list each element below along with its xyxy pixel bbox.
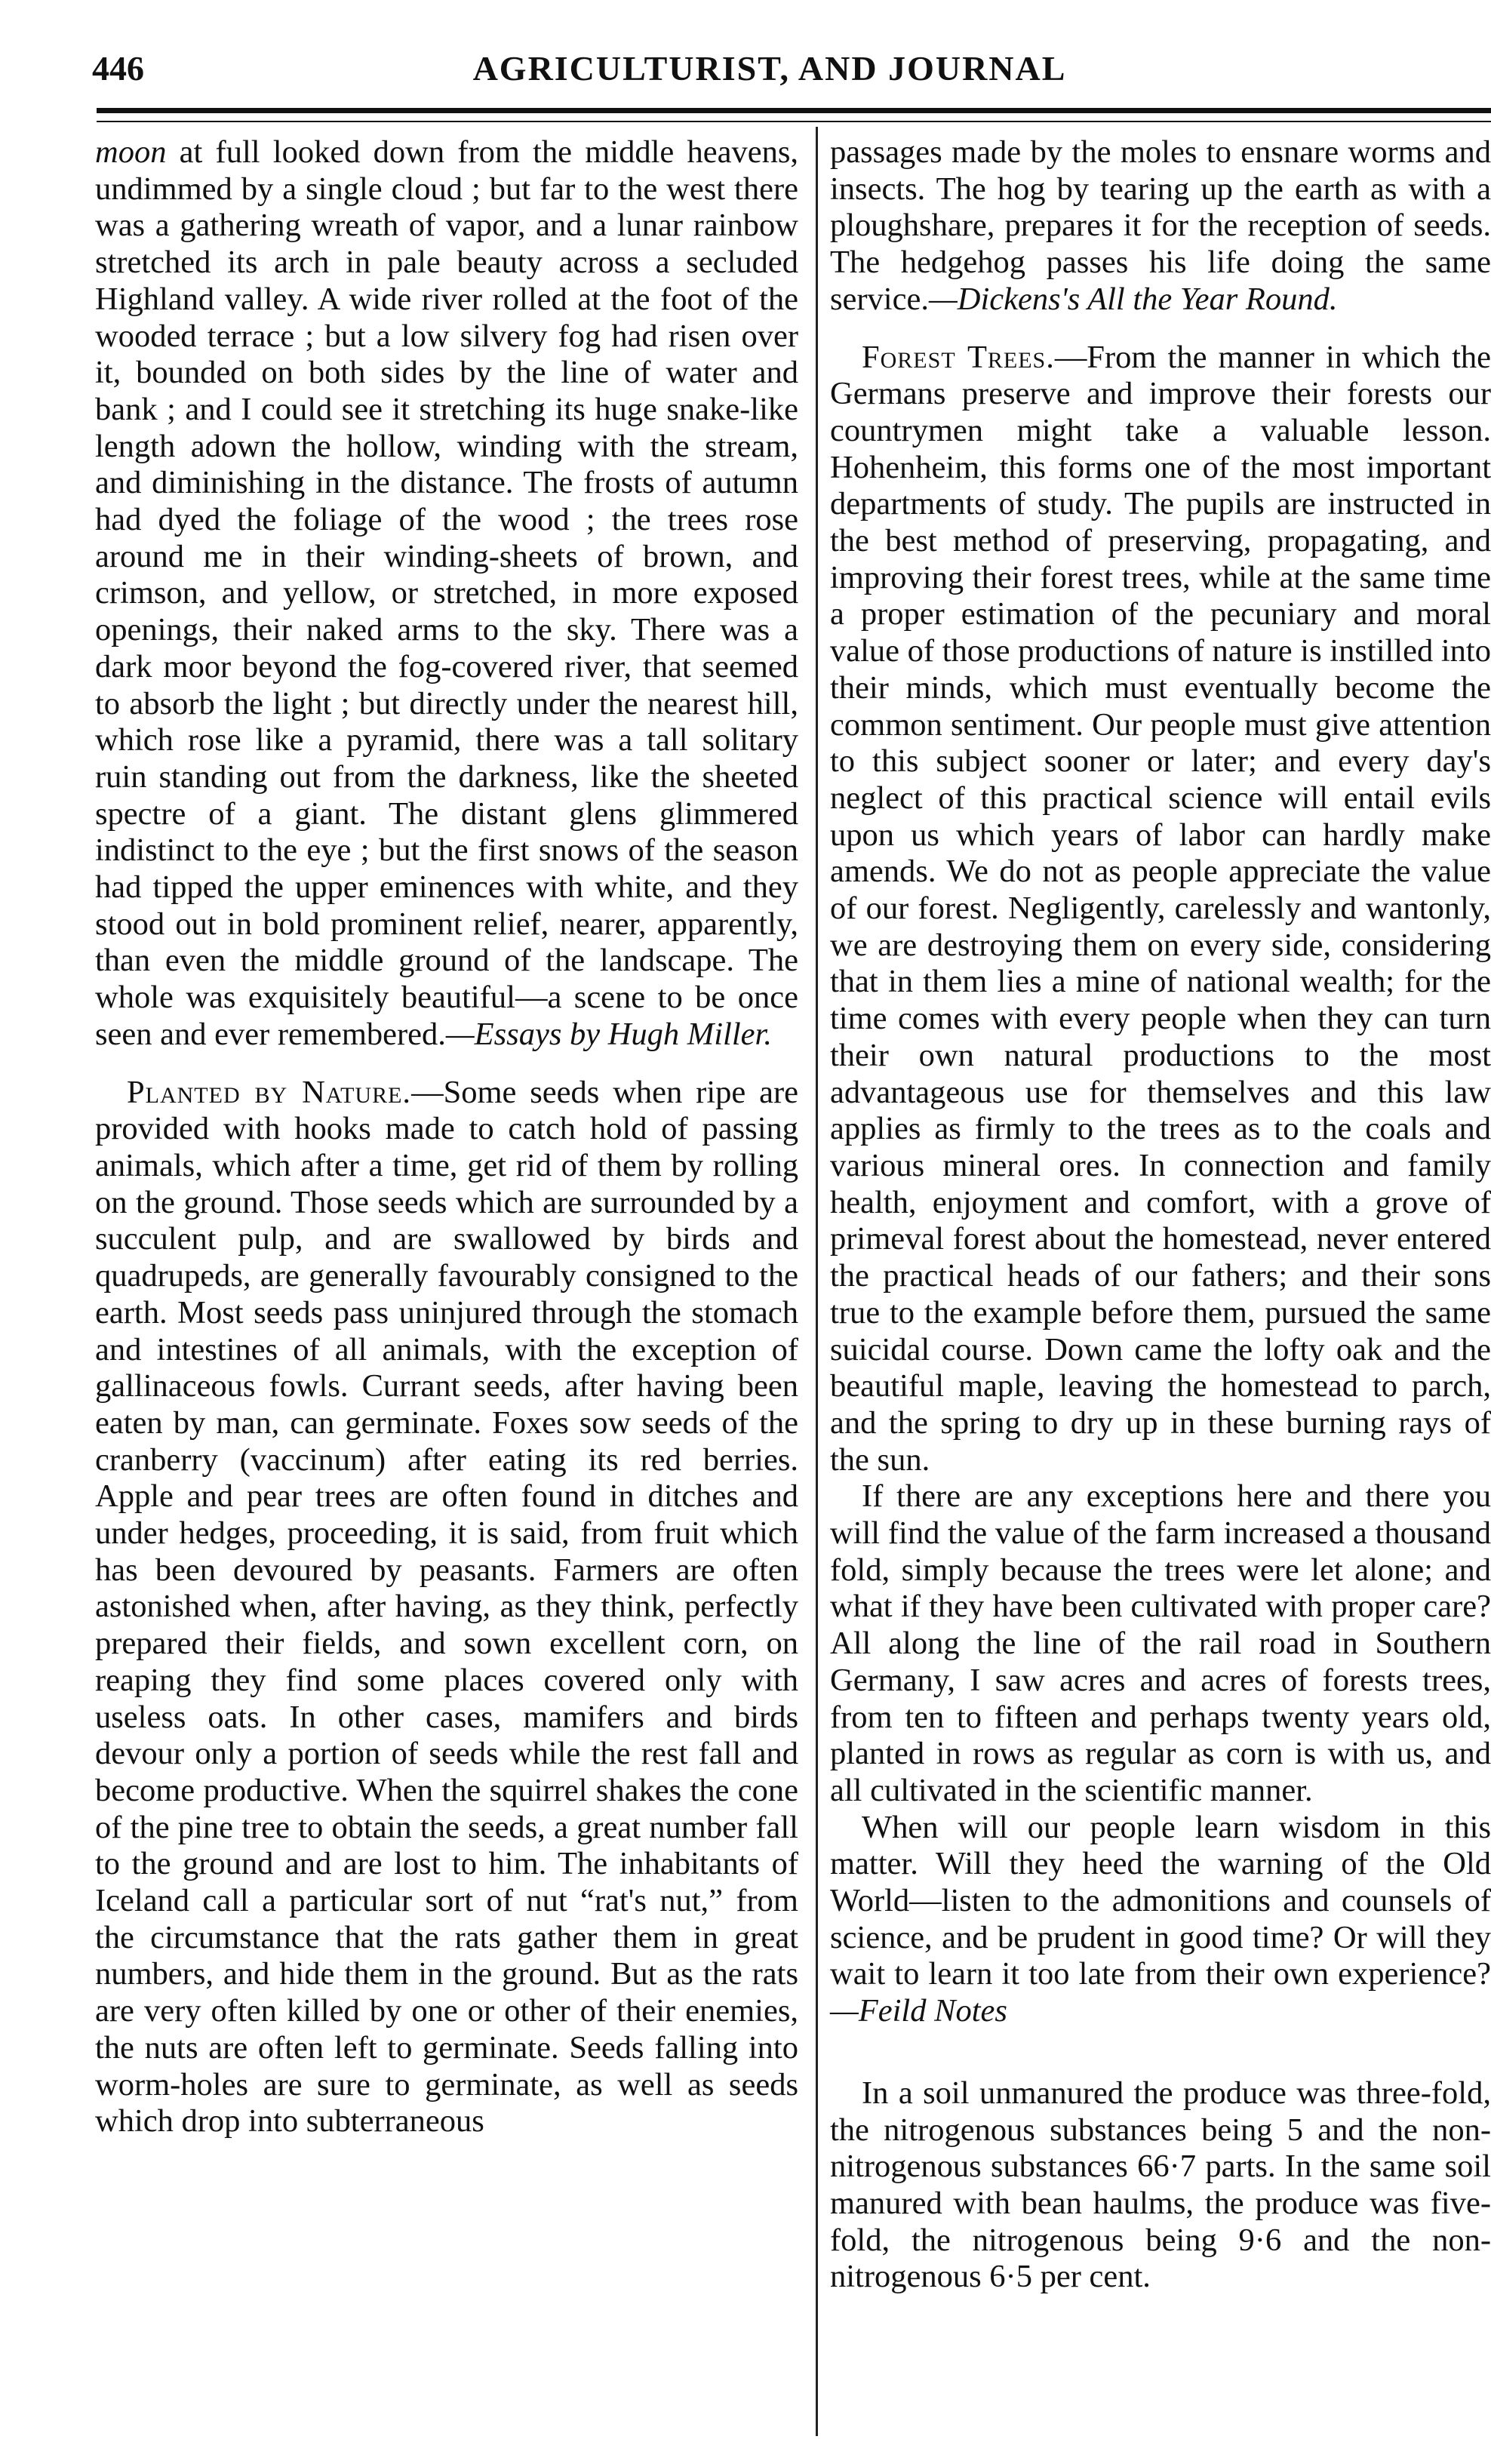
article-soil-produce: In a soil unmanured the produce was three-fold, the nitrogenous substances being 5 and the non-nitrogenous substances 66·7 parts. In the same soil manured with bean haulms, the produce was five-fold, the nitrogenous being 9·6 and the non-nitrogenous 6·5 per cent. bbox=[830, 2075, 1491, 2295]
article-attribution: —Dickens's All the Year Round. bbox=[928, 281, 1338, 317]
right-column bbox=[830, 134, 1491, 2296]
running-title: AGRICULTURIST, AND JOURNAL bbox=[472, 49, 1067, 88]
article-hugh-miller bbox=[95, 134, 798, 1054]
article-attribution: —Essays by Hugh Miller. bbox=[445, 1016, 772, 1052]
article-continuation bbox=[830, 134, 1491, 318]
left-column bbox=[95, 134, 798, 2140]
first-word: moon bbox=[95, 134, 167, 170]
article-attribution: —Feild Notes bbox=[830, 1993, 1007, 2029]
article-body: —Some seeds when ripe are provided with hooks made to catch hold of passing animals, which after a time, get rid of them by rolling on the ground. Those seeds which are surrounded by a succulent pulp, and are swallowed by birds and quadrupeds, are generally favourably consigned to the earth. Most seeds pass uninjured through the stomach and intestines of all animals, with the exception of gallinaceous fowls. Currant seeds, after having been eaten by man, can germinate. Foxes sow seeds of the cranberry (vaccinum) after eating its red berries. Apple and pear trees are often found in ditches and under hedges, proceeding, it is said, from fruit which has been devoured by peasants. Farmers are often astonished when, after having, as they think, perfectly prepared their fields, and sown excellent corn, on reaping they find some places covered only with useless oats. In other cases, mamifers and birds devour only a portion of seeds while the rest fall and become productive. When the squirrel shakes the cone of the pine tree to obtain the seeds, a great number fall to the ground and are lost to him. The inhabitants of Iceland call a particular sort of nut “rat's nut,” from the circumstance that the rats gather them in great numbers, and hide them in the ground. But as the rats are very often killed by one or other of their enemies, the nuts are often left to germinate. Seeds falling into worm-holes are sure to germinate, as well as seeds which drop into subterraneous bbox=[95, 1074, 799, 2139]
article-body: passages made by the moles to ensnare worms and insects. The hog by tearing up the earth as with a ploughshare, prepares it for the reception of seeds. The hedgehog passes his life doing the same service. bbox=[830, 134, 1491, 317]
article-body: at full looked down from the middle heavens, undimmed by a single cloud ; but far to the west there was a gathering wreath of vapor, and a lunar rainbow stretched its arch in pale beauty across a secluded Highland valley. A wide river rolled at the foot of the wooded terrace ; but a low silvery fog had risen over it, bounded on both sides by the line of water and bank ; and I could see it stretching its huge snake-like length adown the hollow, winding with the stream, and diminishing in the distance. The frosts of autumn had dyed the foliage of the wood ; the trees rose around me in their winding-sheets of brown, and crimson, and yellow, or stretched, in more exposed openings, their naked arms to the sky. There was a dark moor beyond the fog-covered river, that seemed to absorb the light ; but directly under the nearest hill, which rose like a pyramid, there was a tall solitary ruin standing out from the darkness, like the sheeted spectre of a giant. The distant glens glimmered indistinct to the eye ; but the first snows of the season had tipped the upper eminences with white, and they stood out in bold prominent relief, nearer, apparently, than even the middle ground of the landscape. The whole was exquisitely beautiful—a scene to be once seen and ever remembered. bbox=[95, 134, 798, 1052]
article-body: When will our people learn wisdom in this matter. Will they heed the warning of the Old World—listen to the admonitions and counsels of science, and be prudent in good time? Or will they wait to learn it too late from their own experience? bbox=[830, 1809, 1491, 1992]
header-rule-thin bbox=[97, 121, 1491, 122]
page-number: 446 bbox=[92, 49, 144, 88]
article-forest-trees bbox=[830, 340, 1491, 1479]
page-header bbox=[75, 44, 1464, 97]
article-heading: Planted by Nature. bbox=[127, 1074, 412, 1110]
paragraph bbox=[830, 1810, 1491, 2030]
paragraph: If there are any exceptions here and there you will find the value of the farm increased a thousand fold, simply because the trees were let alone; and what if they have been cultivated with proper care? All along the line of the rail road in Southern Germany, I saw acres and acres of forests trees, from ten to fifteen and perhaps twenty years old, planted in rows as regular as corn is with us, and all cultivated in the scientific manner. bbox=[830, 1478, 1491, 1808]
article-planted-by-nature bbox=[95, 1075, 798, 2140]
column-divider bbox=[816, 127, 818, 2436]
article-body: —From the manner in which the Germans preserve and improve their forests our countrymen might take a valuable lesson. Hohenheim, this forms one of the most important departments of study. The pupils are instructed in the best method of preserving, propagating, and improving their forest trees, while at the same time a proper estimation of the pecuniary and moral value of those productions of nature is instilled into their minds, which must eventually become the common sentiment. Our people must give attention to this subject sooner or later; and every day's neglect of this practical science will entail evils upon us which years of labor can hardly make amends. We do not as people appreciate the value of our forest. Negligently, carelessly and wantonly, we are destroying them on every side, considering that in them lies a mine of national wealth; for the time comes with every people when they can turn their own natural productions to the most advantageous use for themselves and this law applies as firmly to the trees as to the coals and various mineral ores. In connection and family health, enjoyment and comfort, with a grove of primeval forest about the homestead, never entered the practical heads of our fathers; and their sons true to the example before them, pursued the same suicidal course. Down came the lofty oak and the beautiful maple, leaving the homestead to parch, and the spring to dry up in these burning rays of the sun. bbox=[830, 339, 1491, 1478]
article-heading: Forest Trees. bbox=[862, 339, 1055, 375]
header-rule-thick bbox=[97, 108, 1491, 113]
